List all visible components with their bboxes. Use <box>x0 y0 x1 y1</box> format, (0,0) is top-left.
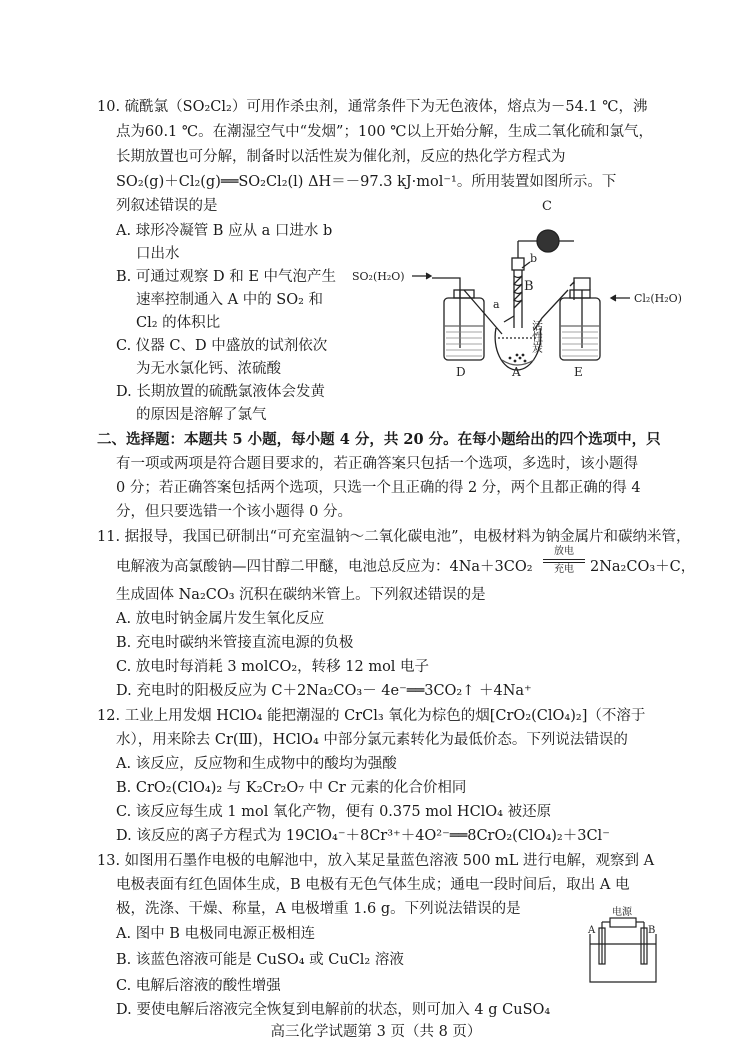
q11-option-b: B. 充电时碳纳米管接直流电源的负极 <box>116 635 354 651</box>
q10-line-1: 10. 硫酰氯（SO₂Cl₂）可用作杀虫剂，通常条件下为无色液体，熔点为－54.1 ℃，沸 <box>97 99 648 115</box>
q11-option-a: A. 放电时钠金属片发生氧化反应 <box>116 611 325 627</box>
q12-option-b: B. CrO₂(ClO₄)₂ 与 K₂Cr₂O₇ 中 Cr 元素的化合价相同 <box>116 780 467 796</box>
label-a-flask: A <box>512 365 521 378</box>
q12-line-2: 水），用来除去 Cr(Ⅲ)，HClO₄ 中部分氯元素转化为最低价态。下列说法错误的 <box>116 732 628 748</box>
arrow-label-charge: 充电 <box>554 564 574 575</box>
q10-option-b-cont2: Cl₂ 的体积比 <box>136 315 221 331</box>
q12-option-c: C. 该反应每生成 1 mol 氧化产物，便有 0.375 mol HClO₄ 被还原 <box>116 804 552 820</box>
label-b-port: b <box>530 252 538 265</box>
q11-line-1: 11. 据报导，我国已研制出“可充室温钠～二氧化碳电池”，电极材料为钠金属片和碳纳米管， <box>97 529 691 545</box>
q11-reaction-arrow <box>541 546 587 582</box>
q12-option-a: A. 该反应，反应物和生成物中的酸均为强酸 <box>116 756 397 772</box>
q13-electrolysis-diagram <box>582 906 662 986</box>
label-electrode-a: A <box>588 925 596 936</box>
q13-option-c: C. 电解后溶液的酸性增强 <box>116 978 281 994</box>
q11-line-2-end: 2Na₂CO₃＋C， <box>590 559 696 575</box>
label-c: C <box>542 199 552 214</box>
label-a-port: a <box>493 298 500 311</box>
q10-option-b: B. 可通过观察 D 和 E 中气泡产生 <box>116 269 337 285</box>
q13-line-1: 13. 如图用石墨作电极的电解池中，放入某足量蓝色溶液 500 mL 进行电解，观察到 A <box>97 853 655 869</box>
q10-option-b-cont: 速率控制通入 A 中的 SO₂ 和 <box>136 292 324 308</box>
q11-option-d: D. 充电时的阳极反应为 C＋2Na₂CO₃－ 4e⁻══3CO₂↑ ＋4Na⁺ <box>116 683 532 699</box>
label-b-condenser: B <box>524 279 534 294</box>
page-footer: 高三化学试题第 3 页（共 8 页） <box>270 1024 482 1040</box>
q12-line-1: 12. 工业上用发烟 HClO₄ 能把潮湿的 CrCl₃ 氧化为棕色的烟[CrO₂(ClO₄)₂]（不溶于 <box>97 708 646 724</box>
label-e: E <box>574 365 583 378</box>
q10-line-3: 长期放置也可分解，制备时以活性炭为催化剂，反应的热化学方程式为 <box>116 149 566 165</box>
label-electrode-b: B <box>648 925 656 936</box>
arrow-label-discharge: 放电 <box>554 546 574 557</box>
q10-line-5: 列叙述错误的是 <box>116 198 218 214</box>
q10-option-a-cont: 口出水 <box>136 246 180 262</box>
label-d: D <box>456 365 466 378</box>
q11-option-c: C. 放电时每消耗 3 molCO₂，转移 12 mol 电子 <box>116 659 430 675</box>
q10-line-4: SO₂(g)＋Cl₂(g)══SO₂Cl₂(l) ΔH＝－97.3 kJ·mol⁻¹。所用装置如图所示。下 <box>116 174 617 190</box>
q11-line-2: 电解液为高氯酸钠—四甘醇二甲醚，电池总反应为：4Na＋3CO₂ <box>116 559 533 575</box>
q13-option-a: A. 图中 B 电极同电源正极相连 <box>116 926 316 942</box>
q11-line-3: 生成固体 Na₂CO₃ 沉积在碳纳米管上。下列叙述错误的是 <box>116 587 486 603</box>
q13-line-2: 电极表面有红色固体生成，B 电极有无色气体生成；通电一段时间后，取出 A 电 <box>116 877 630 893</box>
q10-option-d-cont: 的原因是溶解了氯气 <box>136 407 267 423</box>
q10-option-c-cont: 为无水氯化钙、浓硫酸 <box>136 361 281 377</box>
q10-line-2: 点为60.1 ℃。在潮湿空气中“发烟”；100 ℃以上开始分解，生成二氧化硫和氯气， <box>116 124 653 140</box>
q12-option-d: D. 该反应的离子方程式为 19ClO₄⁻＋8Cr³⁺＋4O²⁻══8CrO₂(ClO₄)₂＋3Cl⁻ <box>116 828 610 844</box>
label-power-source: 电源 <box>612 907 632 918</box>
section2-line-1: 二、选择题：本题共 5 小题，每小题 4 分，共 20 分。在每小题给出的四个选项中，只 <box>97 431 661 448</box>
q13-option-d: D. 要使电解后溶液完全恢复到电解前的状态，则可加入 4 g CuSO₄ <box>116 1002 551 1018</box>
section2-line-2: 有一项或两项是符合题目要求的，若正确答案只包括一个选项，多选时，该小题得 <box>116 456 638 472</box>
q13-option-b: B. 该蓝色溶液可能是 CuSO₄ 或 CuCl₂ 溶液 <box>116 952 404 968</box>
q13-line-3: 极，洗涤、干燥、称量，A 电极增重 1.6 g。下列说法错误的是 <box>116 901 521 917</box>
label-activated-carbon: 活性炭 <box>530 320 544 353</box>
q10-option-c: C. 仪器 C、D 中盛放的试剂依次 <box>116 338 328 354</box>
q10-apparatus-diagram <box>352 198 692 378</box>
label-so2-inlet: SO₂(H₂O) <box>352 270 405 283</box>
q10-option-a: A. 球形冷凝管 B 应从 a 口进水 b <box>116 223 333 239</box>
section2-line-3: 0 分；若正确答案包括两个选项，只选一个且正确的得 2 分，两个且都正确的得 4 <box>116 480 641 496</box>
label-cl2-inlet: Cl₂(H₂O) <box>634 292 682 305</box>
q10-option-d: D. 长期放置的硫酰氯液体会发黄 <box>116 384 325 400</box>
section2-line-4: 分，但只要选错一个该小题得 0 分。 <box>116 504 352 520</box>
